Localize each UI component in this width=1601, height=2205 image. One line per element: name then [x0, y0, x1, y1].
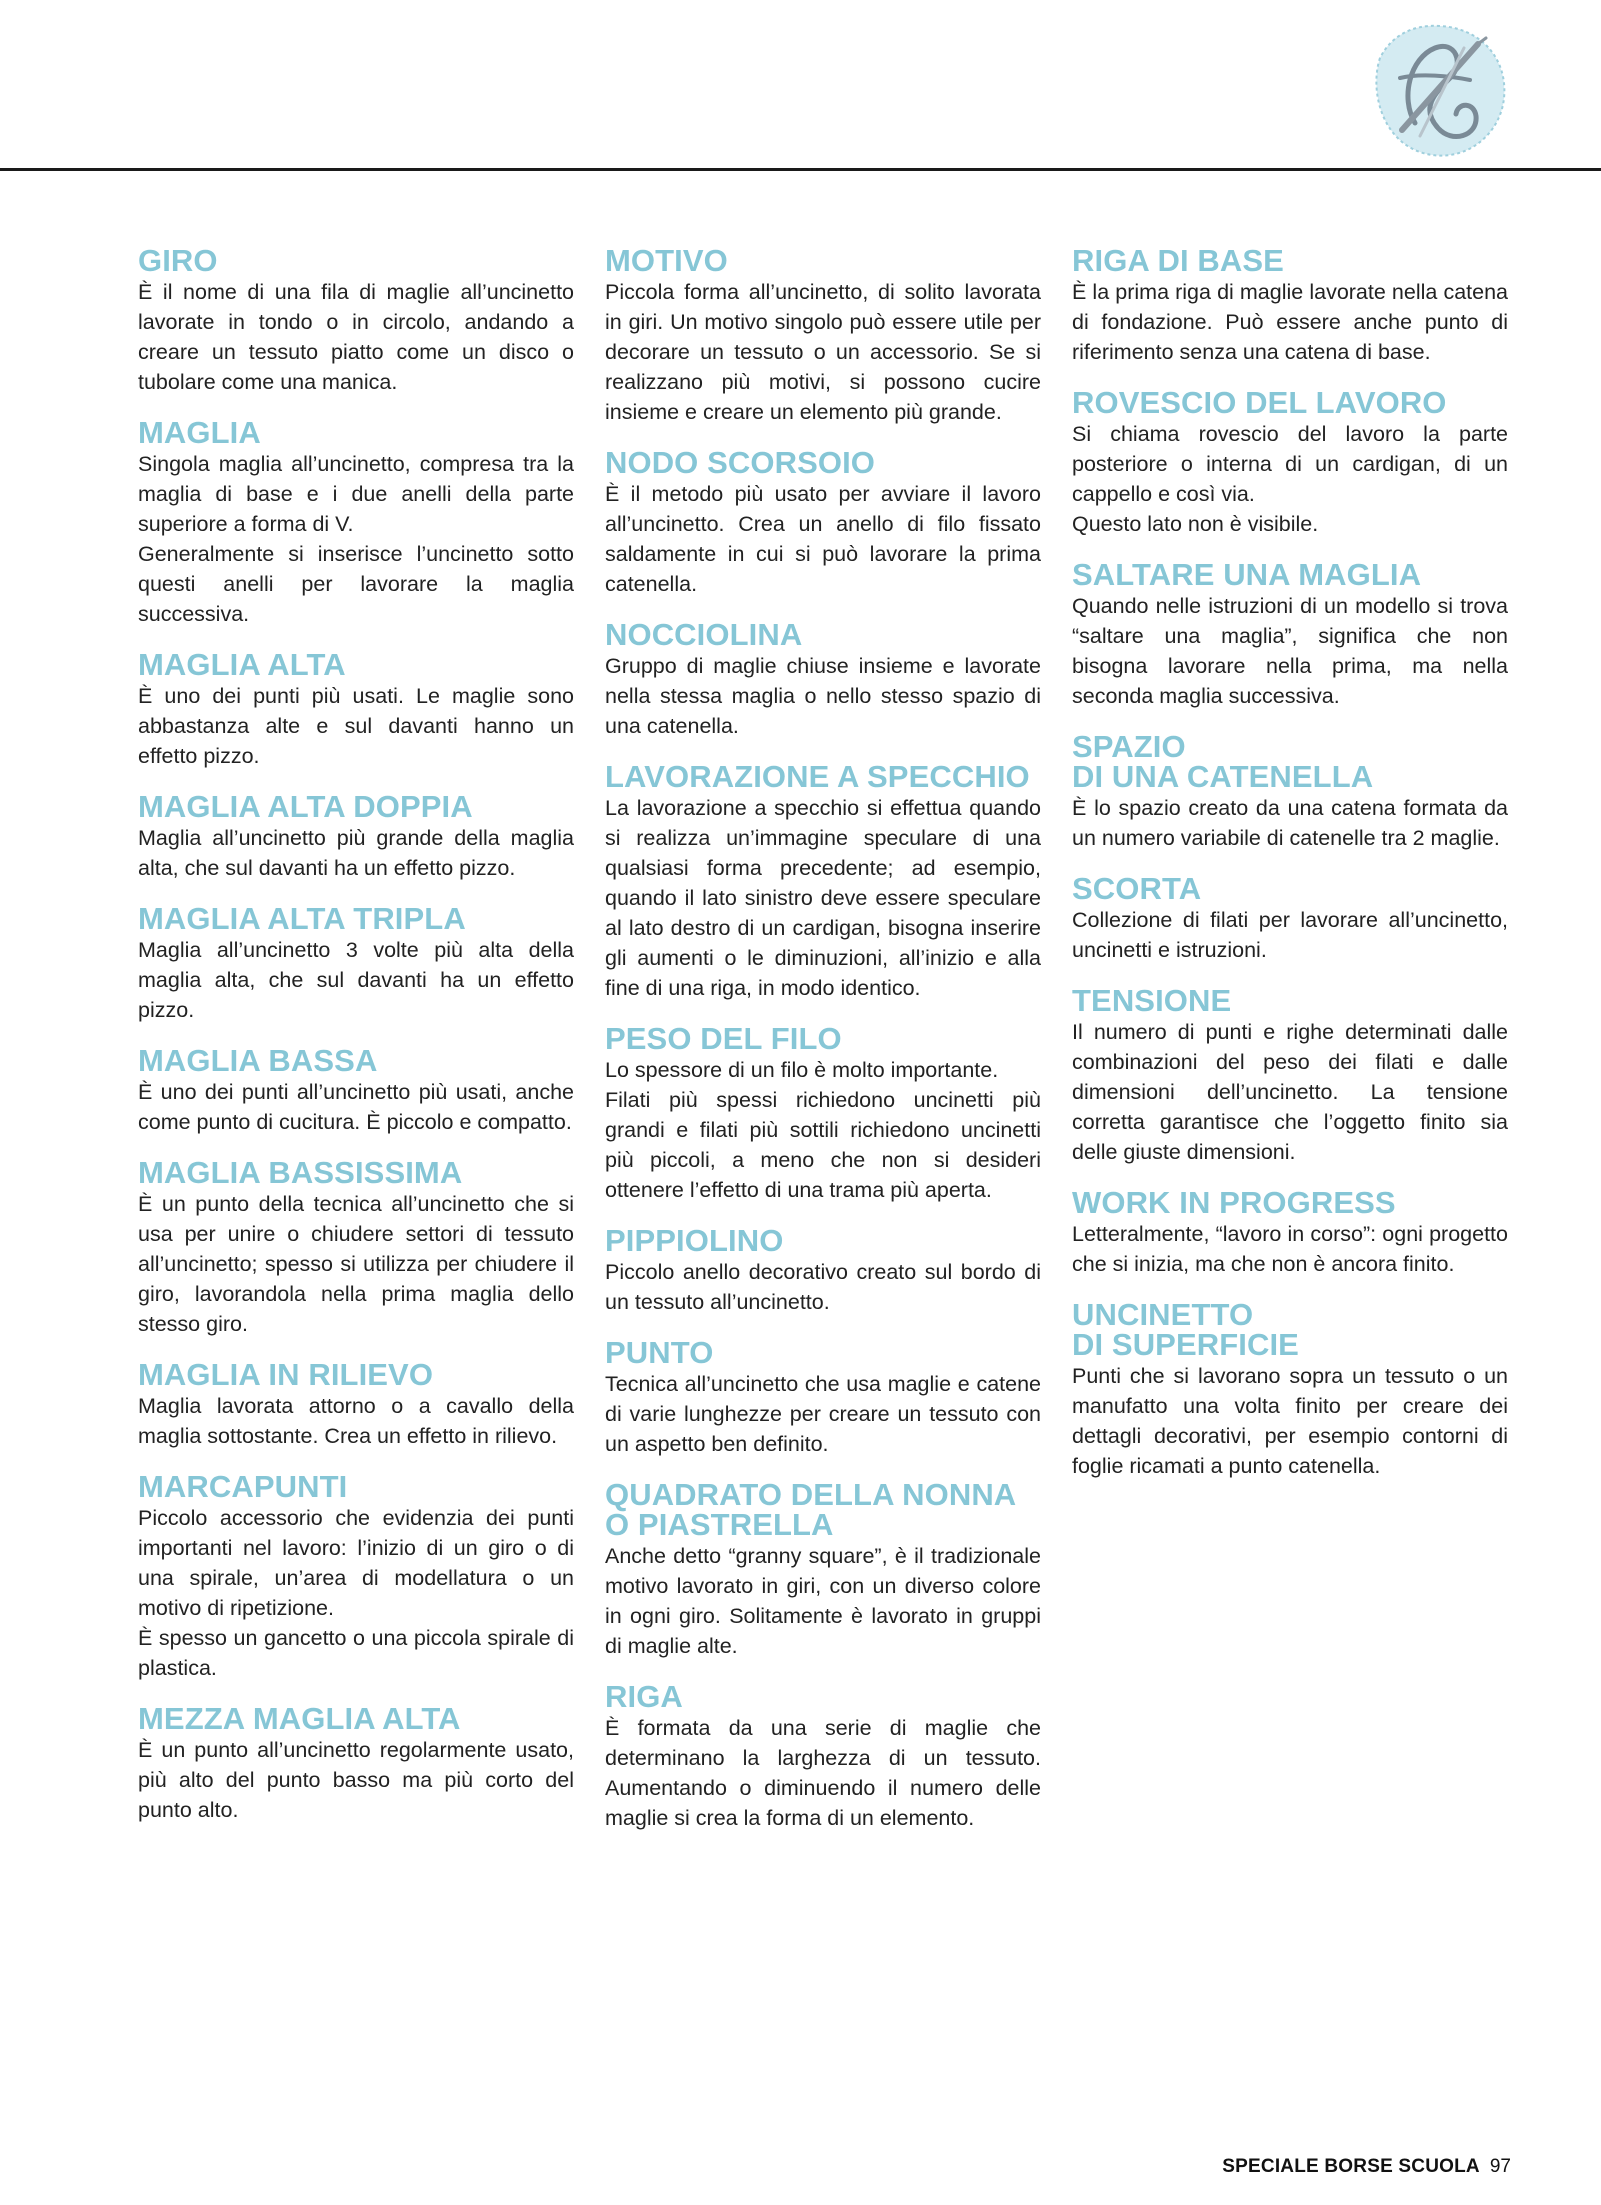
glossary-definition: È uno dei punti più usati. Le maglie sono abbastanza alte e sul davanti hanno un effetto pizzo.	[138, 684, 574, 768]
glossary-entry	[605, 1679, 1041, 1833]
glossary-entry	[1072, 243, 1508, 367]
glossary-entry	[605, 243, 1041, 427]
glossary-term: RIGA	[605, 1679, 683, 1714]
glossary-term: MAGLIA	[138, 415, 261, 450]
glossary-term: MAGLIA BASSISSIMA	[138, 1155, 463, 1190]
glossary-term: TENSIONE	[1072, 983, 1232, 1018]
glossary-definition: Piccolo anello decorativo creato sul bordo di un tessuto all’uncinetto.	[605, 1260, 1041, 1314]
glossary-entry	[1072, 1185, 1508, 1279]
glossary-entry	[138, 647, 574, 771]
glossary-term: MAGLIA ALTA DOPPIA	[138, 789, 473, 824]
glossary-column-3	[1072, 243, 1508, 1502]
glossary-definition: Maglia lavorata attorno o a cavallo della maglia sottostante. Crea un effetto in rilievo.	[138, 1394, 574, 1448]
glossary-entry	[605, 759, 1041, 1003]
glossary-term: GIRO	[138, 243, 218, 278]
glossary-term: NODO SCORSOIO	[605, 445, 875, 480]
glossary-definition: È la prima riga di maglie lavorate nella catena di fondazione. Può essere anche punto di riferimento senza una catena di base.	[1072, 280, 1508, 364]
glossary-entry	[138, 1357, 574, 1451]
glossary-entry	[1072, 1297, 1508, 1481]
publication-name: SPECIALE BORSE SCUOLA	[1222, 2156, 1480, 2177]
glossary-column-1	[138, 243, 574, 1846]
glossary-definition: Maglia all’uncinetto più grande della maglia alta, che sul davanti ha un effetto pizzo.	[138, 826, 574, 880]
glossary-term: PESO DEL FILO	[605, 1021, 842, 1056]
glossary-entry	[1072, 385, 1508, 539]
glossary-definition: È il nome di una fila di maglie all’uncinetto lavorate in tondo o in circolo, andando a creare un tessuto piatto come un disco o tubolare come una manica.	[138, 280, 574, 394]
glossary-entry	[1072, 871, 1508, 965]
glossary-entry	[605, 1477, 1041, 1661]
glossary-entry	[138, 1701, 574, 1825]
header-rule	[0, 168, 1601, 171]
glossary-entry	[605, 445, 1041, 599]
glossary-definition: Si chiama rovescio del lavoro la parte posteriore o interna di un cardigan, di un cappello e così via. Questo lato non è visibile.	[1072, 422, 1508, 536]
glossary-entry	[605, 1021, 1041, 1205]
glossary-definition: Singola maglia all’uncinetto, compresa tra la maglia di base e i due anelli della parte superiore a forma di V. Generalmente si inserisce l’uncinetto sotto questi anelli per lavorare la maglia successiva.	[138, 452, 574, 626]
crochet-hook-monogram-icon	[1360, 18, 1512, 164]
glossary-definition: Tecnica all’uncinetto che usa maglie e catene di varie lunghezze per creare un tessuto con un aspetto ben definito.	[605, 1372, 1041, 1456]
glossary-definition: È il metodo più usato per avviare il lavoro all’uncinetto. Crea un anello di filo fissato saldamente in cui si può lavorare la prima catenella.	[605, 482, 1041, 596]
glossary-entry	[138, 1155, 574, 1339]
page-number: 97	[1489, 2156, 1511, 2177]
glossary-definition: È formata da una serie di maglie che determinano la larghezza di un tessuto. Aumentando o diminuendo il numero delle maglie si crea la forma di un elemento.	[605, 1716, 1041, 1830]
glossary-definition: Il numero di punti e righe determinati dalle combinazioni del peso dei filati e dalle dimensioni dell’uncinetto. La tensione corretta garantisce che l’oggetto finito sia delle giuste dimensioni.	[1072, 1020, 1508, 1164]
glossary-term: UNCINETTO DI SUPERFICIE	[1072, 1297, 1299, 1362]
glossary-definition: Piccolo accessorio che evidenzia dei punti importanti nel lavoro: l’inizio di un giro o di una spirale, un’area di modellatura o un motivo di ripetizione. È spesso un gancetto o una piccola spirale di plastica.	[138, 1506, 574, 1680]
glossary-term: SCORTA	[1072, 871, 1202, 906]
glossary-term: PIPPIOLINO	[605, 1223, 784, 1258]
glossary-definition: Anche detto “granny square”, è il tradizionale motivo lavorato in giri, con un diverso colore in ogni giro. Solitamente è lavorato in gruppi di maglie alte.	[605, 1544, 1041, 1658]
glossary-definition: Piccola forma all’uncinetto, di solito lavorata in giri. Un motivo singolo può essere utile per decorare un tessuto o un accessorio. Se si realizzano più motivi, si possono cucire insieme e creare un elemento più grande.	[605, 280, 1041, 424]
glossary-entry	[1072, 729, 1508, 853]
glossary-entry	[138, 243, 574, 397]
glossary-term: MAGLIA ALTA TRIPLA	[138, 901, 466, 936]
glossary-definition: È lo spazio creato da una catena formata da un numero variabile di catenelle tra 2 maglie.	[1072, 796, 1508, 850]
glossary-definition: Collezione di filati per lavorare all’uncinetto, uncinetti e istruzioni.	[1072, 908, 1508, 962]
glossary-term: QUADRATO DELLA NONNA O PIASTRELLA	[605, 1477, 1017, 1542]
glossary-term: NOCCIOLINA	[605, 617, 803, 652]
glossary-term: MAGLIA BASSA	[138, 1043, 378, 1078]
glossary-definition: Quando nelle istruzioni di un modello si trova “saltare una maglia”, significa che non bisogna lavorare nella prima, ma nella seconda maglia successiva.	[1072, 594, 1508, 708]
glossary-entry	[605, 1335, 1041, 1459]
glossary-entry	[605, 1223, 1041, 1317]
glossary-entry	[605, 617, 1041, 741]
glossary-entry	[138, 1469, 574, 1683]
glossary-term: MOTIVO	[605, 243, 728, 278]
glossary-definition: È un punto all’uncinetto regolarmente usato, più alto del punto basso ma più corto del punto alto.	[138, 1738, 574, 1822]
glossary-term: MAGLIA ALTA	[138, 647, 346, 682]
page-footer	[1222, 2156, 1511, 2178]
glossary-entry	[138, 415, 574, 629]
glossary-column-2	[605, 243, 1041, 1854]
glossary-definition: Punti che si lavorano sopra un tessuto o un manufatto una volta finito per creare dei dettagli decorativi, per esempio contorni di foglie ricamati a punto catenella.	[1072, 1364, 1508, 1478]
glossary-definition: La lavorazione a specchio si effettua quando si realizza un’immagine speculare di una qualsiasi forma precedente; ad esempio, quando il lato sinistro deve essere speculare al lato destro di un cardigan, bisogna inserire gli aumenti o le diminuzioni, all’inizio e alla fine di una riga, in modo identico.	[605, 796, 1041, 1000]
glossary-term: SALTARE UNA MAGLIA	[1072, 557, 1422, 592]
glossary-entry	[1072, 983, 1508, 1167]
glossary-term: ROVESCIO DEL LAVORO	[1072, 385, 1447, 420]
glossary-entry	[138, 901, 574, 1025]
glossary-definition: Gruppo di maglie chiuse insieme e lavorate nella stessa maglia o nello stesso spazio di una catenella.	[605, 654, 1041, 738]
glossary-definition: È uno dei punti all’uncinetto più usati, anche come punto di cucitura. È piccolo e compatto.	[138, 1080, 574, 1134]
glossary-definition: Maglia all’uncinetto 3 volte più alta della maglia alta, che sul davanti ha un effetto pizzo.	[138, 938, 574, 1022]
glossary-term: PUNTO	[605, 1335, 714, 1370]
glossary-entry	[138, 1043, 574, 1137]
glossary-term: MEZZA MAGLIA ALTA	[138, 1701, 461, 1736]
glossary-term: MAGLIA IN RILIEVO	[138, 1357, 434, 1392]
glossary-definition: È un punto della tecnica all’uncinetto che si usa per unire o chiudere settori di tessuto all’uncinetto; spesso si utilizza per chiudere il giro, lavorandola nella prima maglia dello stesso giro.	[138, 1192, 574, 1336]
glossary-term: MARCAPUNTI	[138, 1469, 348, 1504]
glossary-definition: Letteralmente, “lavoro in corso”: ogni progetto che si inizia, ma che non è ancora finito.	[1072, 1222, 1508, 1276]
glossary-term: WORK IN PROGRESS	[1072, 1185, 1396, 1220]
glossary-entry	[138, 789, 574, 883]
glossary-term: SPAZIO DI UNA CATENELLA	[1072, 729, 1374, 794]
glossary-entry	[1072, 557, 1508, 711]
glossary-definition: Lo spessore di un filo è molto importante. Filati più spessi richiedono uncinetti più grandi e filati più sottili richiedono uncinetti più piccoli, a meno che non si desideri ottenere l’effetto di una trama più aperta.	[605, 1058, 1041, 1202]
glossary-term: RIGA DI BASE	[1072, 243, 1284, 278]
glossary-term: LAVORAZIONE A SPECCHIO	[605, 759, 1030, 794]
